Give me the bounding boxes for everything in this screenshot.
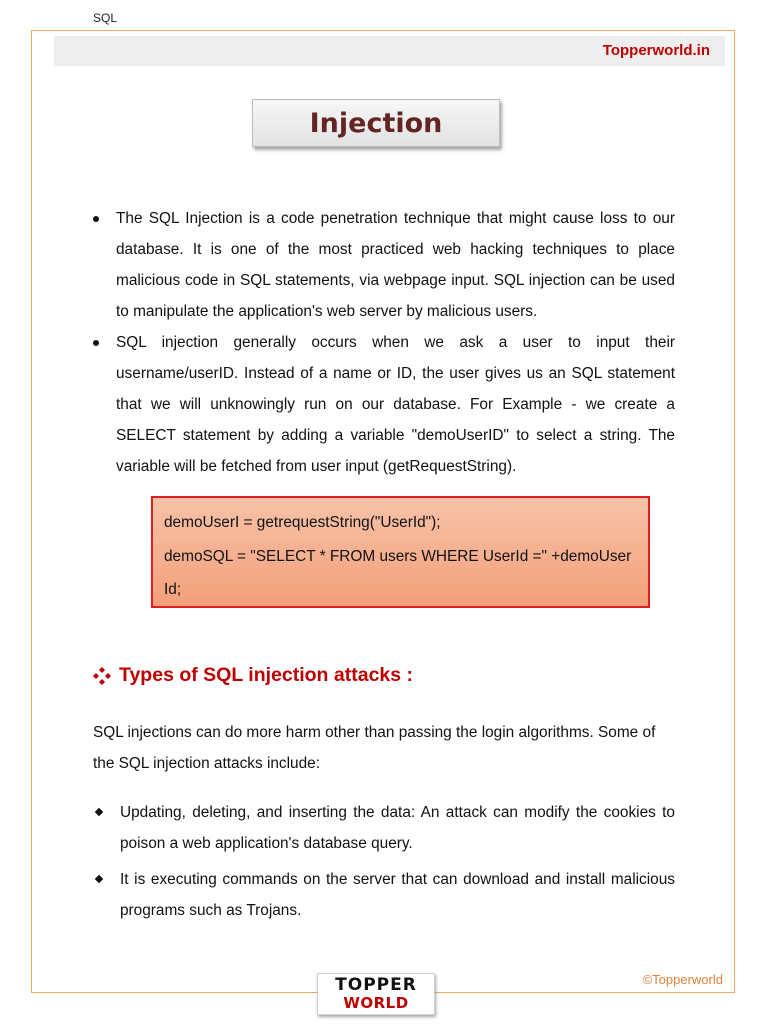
list-item xyxy=(93,203,675,327)
bullet-dot-icon xyxy=(93,216,99,222)
title-box xyxy=(252,99,500,147)
section-intro: SQL injections can do more harm other than passing the login algorithms. Some of the SQL injection attacks include: xyxy=(93,724,656,772)
code-example-box xyxy=(151,496,650,608)
attack-list xyxy=(93,797,675,931)
four-diamond-icon xyxy=(93,667,111,685)
section-heading xyxy=(93,664,413,687)
diamond-bullet-icon xyxy=(95,875,103,883)
code-line: demoUserI = getrequestString("UserId"); xyxy=(164,514,441,531)
diamond-bullet-icon xyxy=(95,808,103,816)
logo-line-world: WORLD xyxy=(343,994,409,1012)
list-item xyxy=(93,797,675,859)
logo-line-topper: TOPPER xyxy=(335,975,417,995)
topperworld-logo xyxy=(317,973,435,1015)
bullet-dot-icon xyxy=(93,340,99,346)
brand-link: Topperworld.in xyxy=(602,42,710,59)
list-item xyxy=(93,864,675,926)
attack-text: It is executing commands on the server that can download and install malicious programs such as Trojans. xyxy=(120,871,675,919)
code-line: demoSQL = "SELECT * FROM users WHERE UserId =" +demoUser xyxy=(164,547,632,565)
section-heading-text: Types of SQL injection attacks : xyxy=(119,664,414,686)
bullet-text: SQL injection generally occurs when we ask a user to input their username/userID. Instead of a name or ID, the user gives us an SQL statement that we will unknowingly run on our database. For Example - we create a SELECT statement by adding a variable "demoUserID" to select a string. The variable will be fetched from user input (getRequestString). xyxy=(116,334,675,475)
page-title: Injection xyxy=(309,107,443,139)
copyright-text: ©Topperworld xyxy=(642,972,723,987)
attack-text: Updating, deleting, and inserting the data: An attack can modify the cookies to poison a web application's database query. xyxy=(120,804,675,852)
intro-bullet-list xyxy=(93,203,675,482)
running-header: SQL xyxy=(93,11,118,25)
list-item xyxy=(93,327,675,482)
bullet-text: The SQL Injection is a code penetration technique that might cause loss to our database. It is one of the most practiced web hacking techniques to place malicious code in SQL statements, via webpage input. SQL injection can be used to manipulate the application's web server by malicious users. xyxy=(116,210,675,320)
code-line: Id; xyxy=(164,581,182,598)
